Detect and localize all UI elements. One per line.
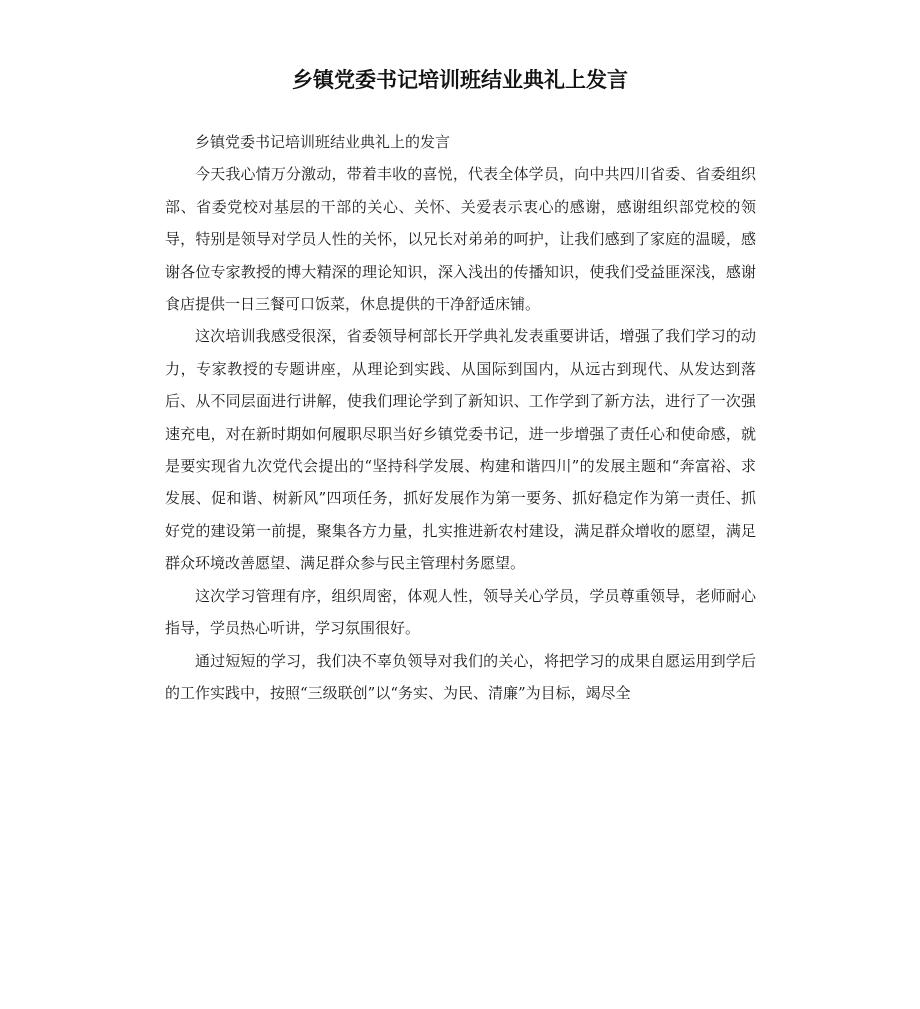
- document-body: [165, 126, 756, 709]
- document-title: 乡镇党委书记培训班结业典礼上发言: [292, 68, 628, 92]
- paragraph: 今天我心情万分激动，带着丰收的喜悦，代表全体学员，向中共四川省委、省委组织部、省委党校对基层的干部的关心、关怀、关爱表示衷心的感谢，感谢组织部党校的领导，特别是领导对学员人性的关怀，以兄长对弟弟的呵护，让我们感到了家庭的温暖，感谢各位专家教授的博大精深的理论知识，深入浅出的传播知识，使我们受益匪深浅，感谢食店提供一日三餐可口饭菜，休息提供的干净舒适床铺。: [165, 165, 756, 314]
- paragraph: 这次学习管理有序，组织周密，体观人性，领导关心学员，学员尊重领导，老师耐心指导，学员热心听讲，学习氛围很好。: [165, 586, 756, 638]
- paragraph-subtitle: 乡镇党委书记培训班结业典礼上的发言: [195, 133, 451, 151]
- paragraph: 这次培训我感受很深，省委领导柯部长开学典礼发表重要讲话，增强了我们学习的动力，专家教授的专题讲座，从理论到实践、从国际到国内，从远古到现代、从发达到落后、从不同层面进行讲解，使我们理论学到了新知识、工作学到了新方法，进行了一次强速充电，对在新时期如何履职尽职当好乡镇党委书记，进一步增强了责任心和使命感，就是要实现省九次党代会提出的“坚持科学发展、构建和谐四川”的发展主题和“奔富裕、求发展、促和谐、树新风”四项任务，抓好发展作为第一要务、抓好稳定作为第一责任、抓好党的建设第一前提，聚集各方力量，扎实推进新农村建设，满足群众增收的愿望，满足群众环境改善愿望、满足群众参与民主管理村务愿望。: [165, 327, 756, 573]
- paragraph: 通过短短的学习，我们决不辜负领导对我们的关心，将把学习的成果自愿运用到学后的工作实践中，按照“三级联创”以“务实、为民、清廉”为目标，竭尽全: [165, 651, 756, 702]
